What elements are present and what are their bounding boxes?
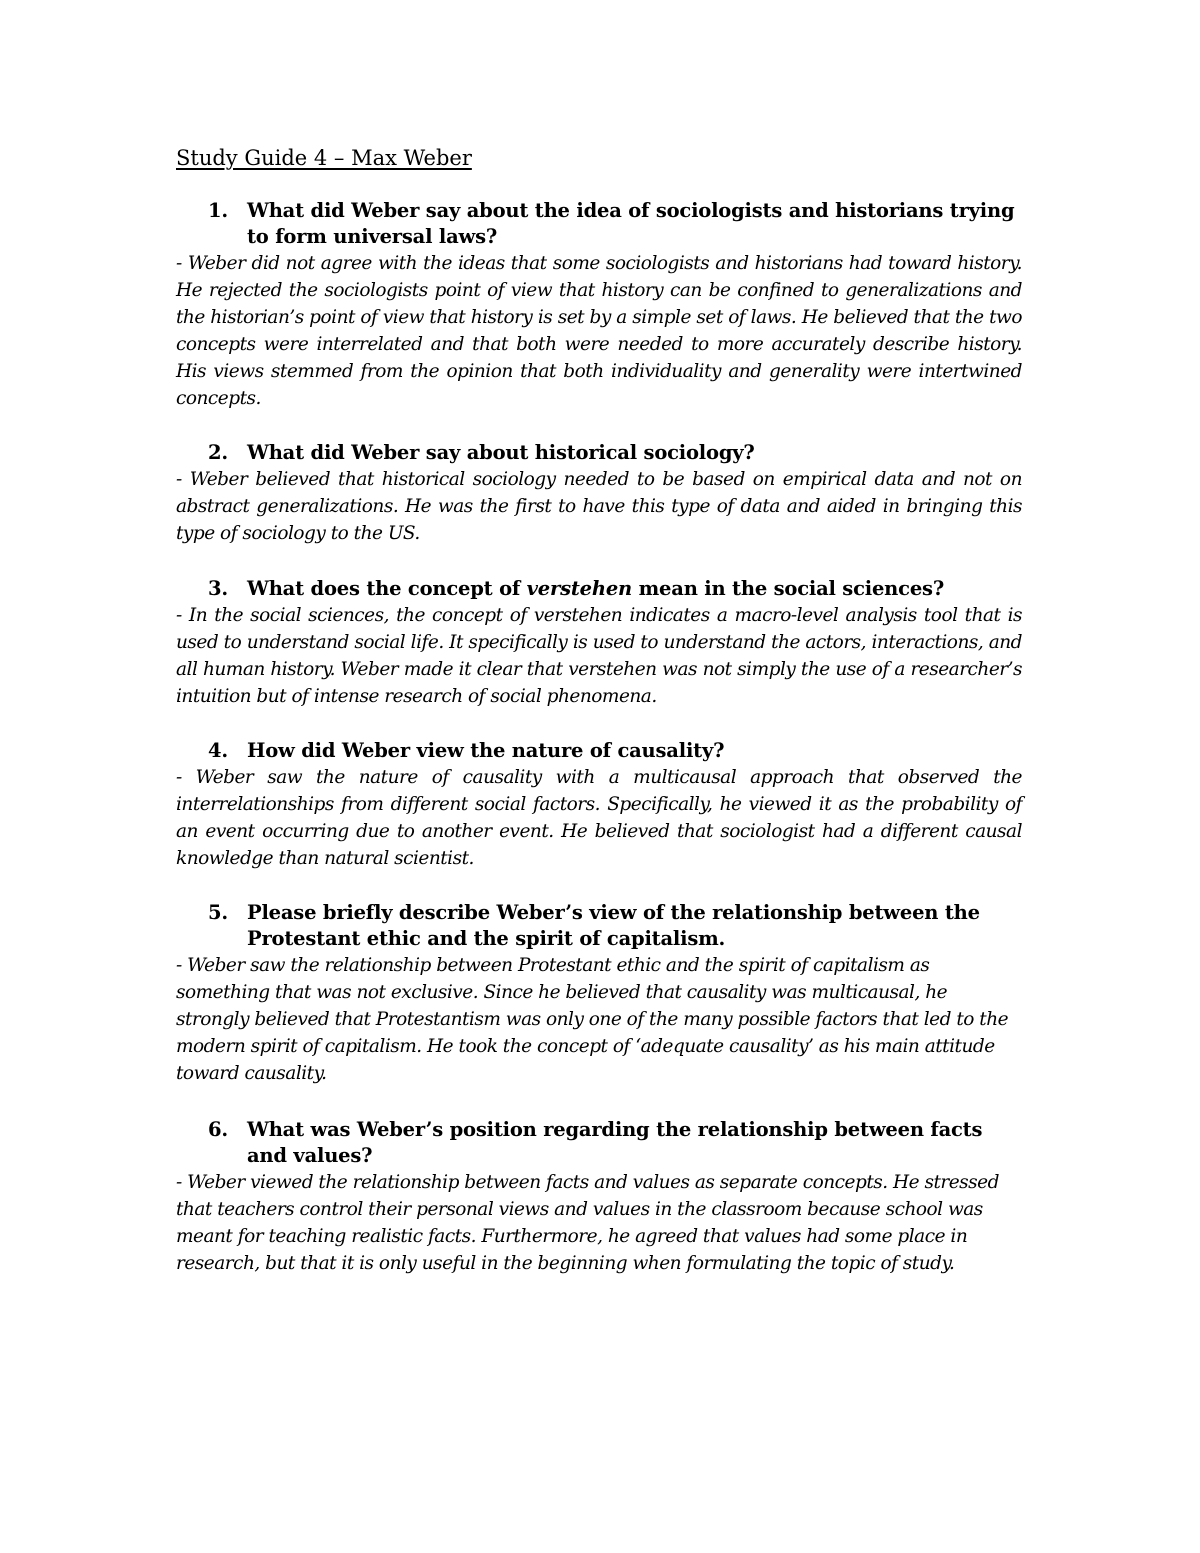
document-title: Study Guide 4 – Max Weber: [176, 146, 472, 170]
question-block-3: [176, 576, 1026, 710]
answer-text: - Weber saw the nature of causality with a multicausal approach that observed the interrelationships from different social factors. Specifically, he viewed it as the probability of an event occurring due to another event. He believed that sociologist had a different causal knowledge than natural scientist.: [176, 767, 1022, 869]
answer-text: - Weber believed that historical sociology needed to be based on empirical data and not on abstract generalizations. He was the first to have this type of data and aided in bringing this type of sociology to the US.: [176, 469, 1022, 544]
question-block-1: [176, 198, 1026, 412]
answer-text: - Weber did not agree with the ideas that some sociologists and historians had toward history. He rejected the sociologists point of view that history can be confined to generalizations and the historian’s point of view that history is set by a simple set of laws. He believed that the two concepts were interrelated and that both were needed to more accurately describe history. His views stemmed from the opinion that both individuality and generality were intertwined concepts.: [176, 253, 1022, 409]
question-heading: [176, 900, 1026, 952]
question-number: 5.: [208, 901, 228, 924]
question-number: 3.: [208, 577, 228, 600]
question-number: 1.: [208, 199, 228, 222]
question-number: 4.: [208, 739, 228, 762]
question-heading: [176, 1117, 1026, 1169]
question-block-4: [176, 738, 1026, 872]
question-block-6: [176, 1117, 1026, 1277]
question-text: What did Weber say about the idea of sociologists and historians trying to form universal laws?: [247, 199, 1015, 248]
question-number: 2.: [208, 441, 228, 464]
answer-text: - Weber saw the relationship between Protestant ethic and the spirit of capitalism as something that was not exclusive. Since he believed that causality was multicausal, he strongly believed that Protestantism was only one of the many possible factors that led to the modern spirit of capitalism. He took the concept of ‘adequate causality’ as his main attitude toward causality.: [176, 955, 1009, 1084]
question-text-after: mean in the social sciences?: [632, 577, 945, 600]
question-number: 6.: [208, 1118, 228, 1141]
question-text: How did Weber view the nature of causality?: [247, 739, 725, 762]
question-block-2: [176, 440, 1026, 547]
question-heading: [176, 738, 1026, 764]
question-term-verstehen: verstehen: [526, 577, 633, 600]
question-text: Please briefly describe Weber’s view of the relationship between the Protestant ethic and the spirit of capitalism.: [247, 901, 980, 950]
question-text-before: What does the concept of: [247, 577, 527, 600]
question-heading: [176, 198, 1026, 250]
question-block-5: [176, 900, 1026, 1087]
question-text: What was Weber’s position regarding the relationship between facts and values?: [247, 1118, 983, 1167]
question-text: What did Weber say about historical sociology?: [247, 441, 755, 464]
answer-text: - Weber viewed the relationship between facts and values as separate concepts. He stressed that teachers control their personal views and values in the classroom because school was meant for teaching realistic facts. Furthermore, he agreed that values had some place in research, but that it is only useful in the beginning when formulating the topic of study.: [176, 1172, 999, 1274]
question-heading: [176, 440, 1026, 466]
answer-text: - In the social sciences, the concept of verstehen indicates a macro-level analysis tool that is used to understand social life. It specifically is used to understand the actors, interactions, and all human history. Weber made it clear that verstehen was not simply the use of a researcher’s intuition but of intense research of social phenomena.: [176, 605, 1022, 707]
question-heading: [176, 576, 1026, 602]
